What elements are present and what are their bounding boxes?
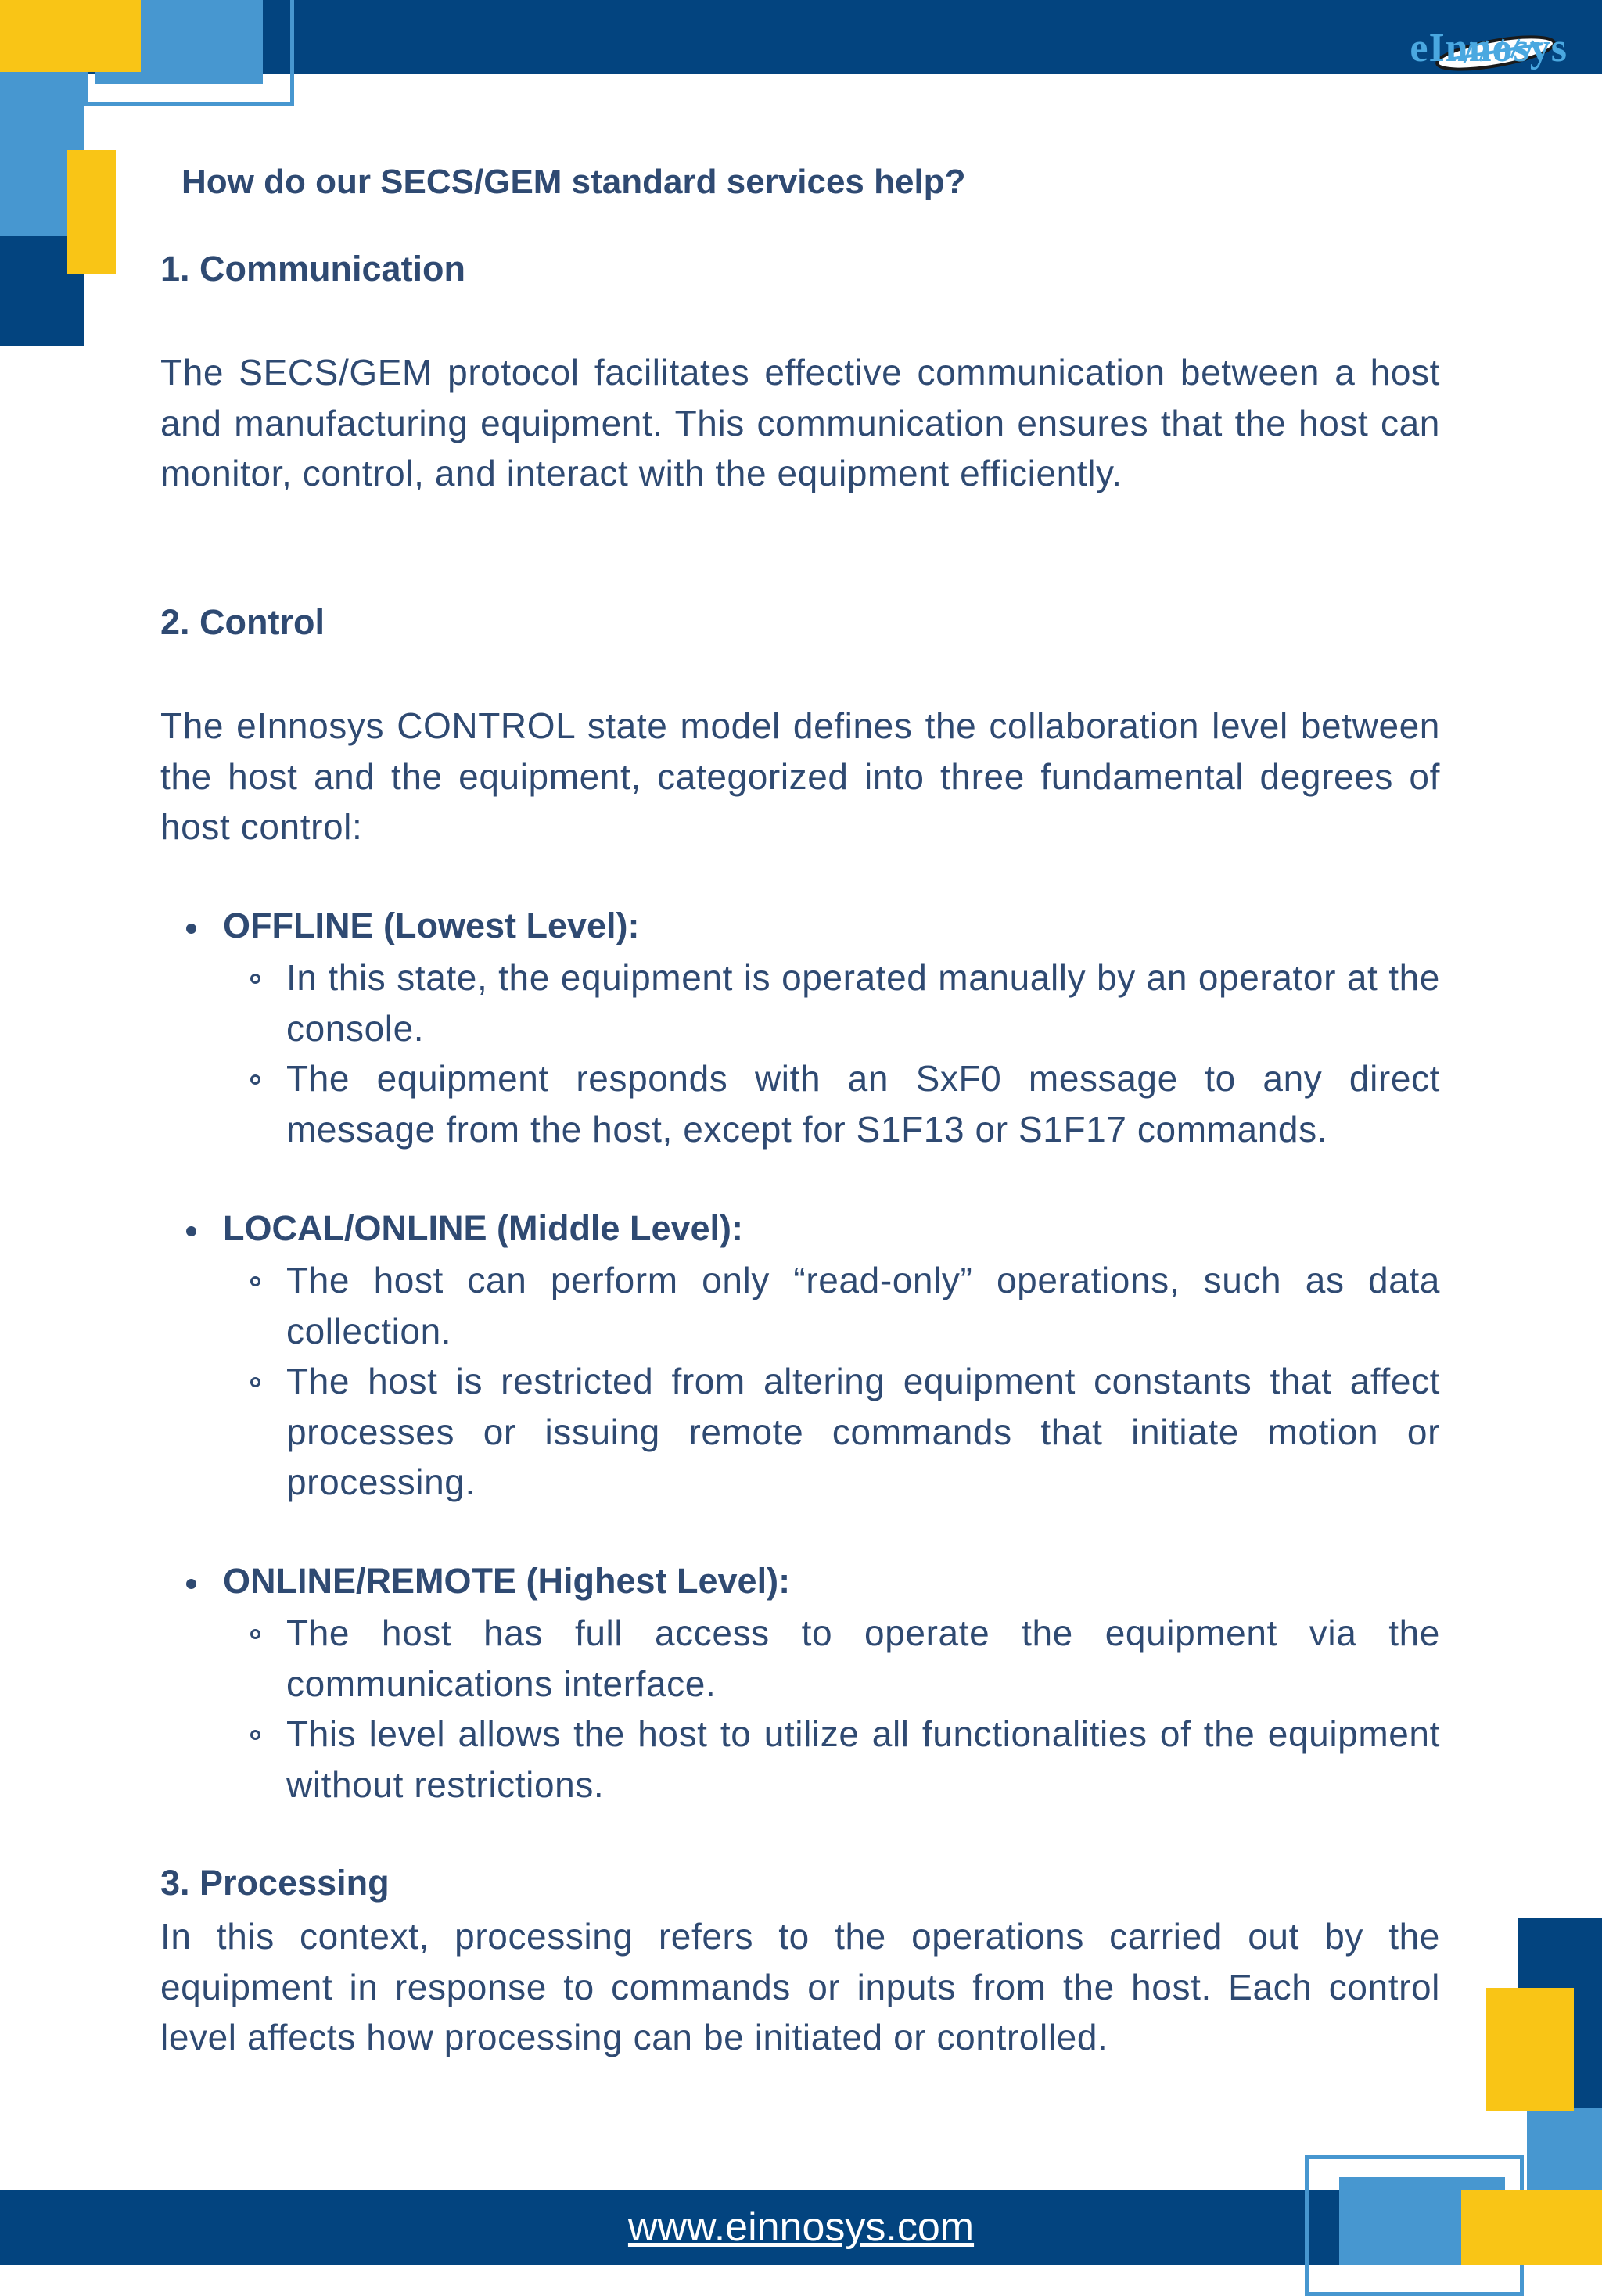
section-paragraph-communication: The SECS/GEM protocol facilitates effective communication between a host and manufacturing equipment. This communication ensures that the host can monitor, control, and interact with the equipment efficiently. (160, 352, 1440, 493)
level-heading-online-remote: ONLINE/REMOTE (Highest Level): (223, 1561, 791, 1601)
decor-square-yellow-top (0, 0, 141, 72)
section-paragraph-control: The eInnosys CONTROL state model defines the collaboration level between the host and the equipment, categorized into three fundamental degrees of host control: (160, 705, 1440, 847)
level-item: The host has full access to operate the equipment via the communications interface. (286, 1613, 1440, 1704)
level-heading-local-online: LOCAL/ONLINE (Middle Level): (223, 1208, 744, 1248)
section-heading-processing: 3. Processing (160, 1863, 390, 1903)
sub-bullet-icon (250, 1074, 260, 1085)
level-item: In this state, the equipment is operated manually by an operator at the console. (286, 957, 1440, 1049)
decor-square-right-yellow (1486, 1988, 1574, 2111)
bullet-icon (186, 1226, 196, 1236)
decor-square-left-yellow (67, 150, 116, 274)
section-heading-control: 2. Control (160, 602, 325, 642)
einnosys-logo (1411, 20, 1568, 78)
sub-bullet-icon (250, 1377, 260, 1387)
level-item: The host can perform only “read-only” operations, such as data collection. (286, 1260, 1440, 1351)
section-paragraph-processing: In this context, processing refers to the operations carried out by the equipment in response to commands or inputs from the host. Each control level affects how processing can be initiated or controlled. (160, 1916, 1440, 2057)
level-item: The equipment responds with an SxF0 message to any direct message from the host, except for S1F13 or S1F17 commands. (286, 1058, 1440, 1150)
page-title: How do our SECS/GEM standard services help? (181, 163, 966, 201)
section-heading-communication: 1. Communication (160, 249, 466, 289)
sub-bullet-icon (250, 1276, 260, 1286)
bullet-icon (186, 924, 196, 934)
logo-text: eInnosys (1410, 26, 1568, 70)
level-item: This level allows the host to utilize all functionalities of the equipment without restrictions. (286, 1713, 1440, 1805)
bullet-icon (186, 1579, 196, 1589)
sub-bullet-icon (250, 1629, 260, 1639)
website-link[interactable]: www.einnosys.com (627, 2205, 975, 2250)
sub-bullet-icon (250, 1730, 260, 1740)
level-item: The host is restricted from altering equipment constants that affect processes or issuing remote commands that initiate motion or processing. (286, 1361, 1440, 1502)
sub-bullet-icon (250, 974, 260, 984)
level-heading-offline: OFFLINE (Lowest Level): (223, 906, 640, 945)
